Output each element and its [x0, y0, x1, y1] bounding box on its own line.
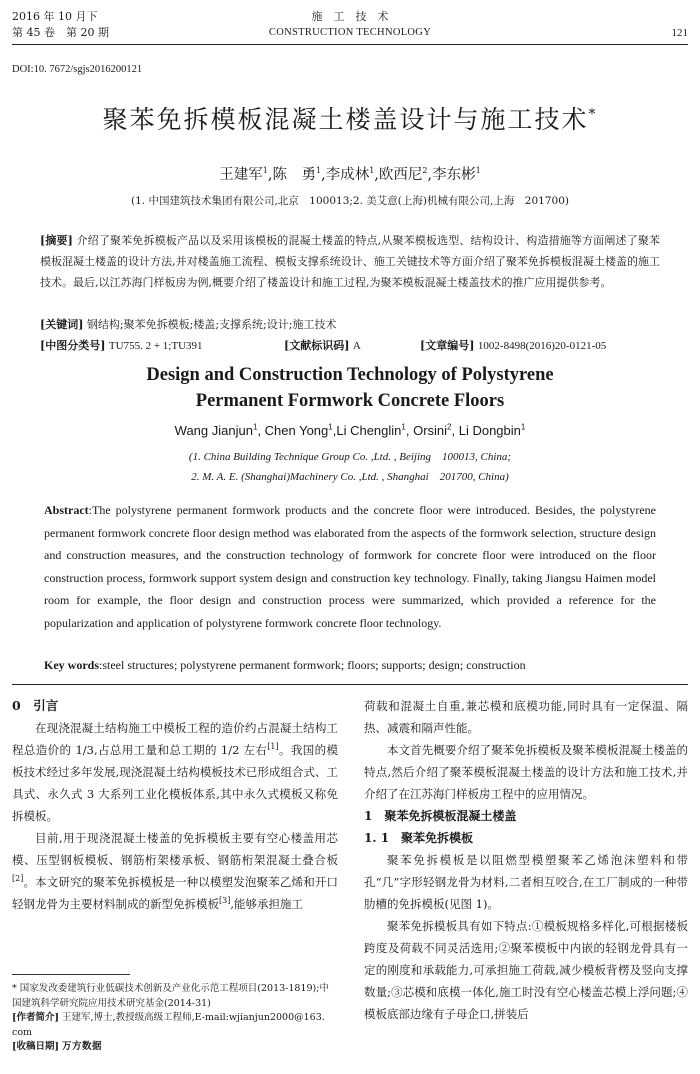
- footnote-rule: [12, 974, 130, 975]
- citation: [1]: [267, 742, 279, 752]
- title-en-line-2: Permanent Formwork Concrete Floors: [195, 391, 505, 411]
- citation: [3]: [219, 896, 231, 906]
- keywords-cn-label: [关键词]: [40, 318, 84, 331]
- affiliation-en-1: (1. China Building Technique Group Co. ,Ltd. , Beijing 100013, China;: [188, 451, 512, 463]
- keywords-cn: [40, 314, 660, 335]
- authors-en: [0, 423, 700, 438]
- author-en: Chen Yong$^1$,: [264, 422, 337, 438]
- author-cn: 陈 勇$^1$,: [272, 166, 326, 183]
- header-rule: [12, 44, 688, 45]
- author-cn: 李东彬$^1$: [432, 166, 481, 183]
- keywords-cn-text: 钢结构;聚苯免拆模板;楼盖;支撑系统;设计;施工技术: [86, 318, 337, 331]
- abstract-en: [44, 499, 656, 635]
- author-bio: [作者简介] 王建军,博士,教授级高级工程师,E-mail:wjianjun2000@163. com: [12, 1012, 325, 1038]
- fund-note: * 国家发改委建筑行业低碳技术创新及产业化示范工程项目(2013-1819);中国建筑科学研究院应用技术研究基金(2014-31): [12, 983, 329, 1009]
- header-volume: 第 45 卷 第 20 期: [12, 26, 109, 39]
- abstract-cn-text: 介绍了聚苯免拆模板产品以及采用该模板的混凝土楼盖的特点,从聚苯模板选型、结构设计、构造措施等方面阐述了聚苯模板混凝土楼盖的设计方法,并对楼盖施工流程、模板支撑系统设计、施工关键技术等方面介绍了聚苯免拆模板混凝土楼盖的施工技术。最后,以江苏海门样板房为例,概要介绍了楼盖设计和施工过程,为聚苯模板混凝土楼盖技术的推广应用提供参考。: [40, 234, 660, 289]
- author-cn: 王建军$^1$,: [219, 166, 273, 183]
- header-date: 2016 年 10 月下: [12, 10, 98, 23]
- formwork-paragraph-1: 聚苯免拆模板是以阻燃型模塑聚苯乙烯泡沫塑料和带孔“几”字形轻钢龙骨为材料,二者相互咬合,在工厂制成的一种带肋槽的免拆模板(见图 1)。: [364, 853, 688, 911]
- title-en-line-1: Design and Construction Technology of Polystyrene: [146, 365, 554, 385]
- author-en: Wang Jianjun$^1$,: [174, 422, 265, 438]
- doi: DOI:10. 7672/sgjs2016200121: [12, 64, 143, 75]
- abstract-divider: [12, 684, 688, 685]
- keywords-en: [44, 654, 656, 676]
- author-cn: 李成林$^1$,: [325, 166, 379, 183]
- keywords-en-label: Key words: [44, 658, 99, 672]
- author-en: Li Dongbin$^1$: [458, 422, 526, 438]
- title-en: [0, 362, 700, 414]
- footnotes: [12, 982, 338, 1055]
- authors-cn: [0, 163, 700, 184]
- right-column: [364, 695, 688, 1025]
- watermark-logo: 万方数据: [62, 1041, 103, 1052]
- affiliations-cn: (1. 中国建筑技术集团有限公司,北京 100013;2. 美艾意(上海)机械有限公司,上海 201700): [131, 195, 569, 207]
- title-cn-text: 聚苯免拆模板混凝土楼盖设计与施工技术: [102, 105, 589, 134]
- author-en: Orsini$^2$,: [413, 422, 459, 438]
- author-en: Li Chenglin$^1$,: [336, 422, 414, 438]
- affiliations-en: [0, 447, 700, 487]
- section-0-heading: 0 引言: [12, 698, 59, 713]
- clc-code: [中图分类号] TU755. 2 + 1;TU391: [40, 339, 203, 352]
- title-footnote-star: *: [588, 106, 598, 123]
- author-cn: 欧西尼$^2$,: [378, 166, 433, 183]
- header-journal-cn: 施 工 技 术: [311, 10, 389, 23]
- page-number: 121: [671, 27, 688, 39]
- intro-paragraph-3: 本文首先概要介绍了聚苯免拆模板及聚苯模板混凝土楼盖的特点,然后介绍了聚苯模板混凝土楼盖的设计方法和施工技术,并介绍了在江苏海门样板房工程中的应用情况。: [364, 743, 688, 801]
- abstract-en-text: :The polystyrene permanent formwork products and the concrete floor were introduced. Besides, the polystyrene permanent formwork concrete floor design method was elaborated from the aspects of the formwork selection, structure design and construction measures, and the construction technology of formwork for concrete floor were introduced on the floor construction process, formwork support system design and construction key technology. Finally, taking Jiangsu Haimen model room for example, the floor design and construction process were summarized, which provided a reference for the popularization and application of polystyrene formwork concrete floor technology.: [44, 503, 656, 630]
- section-1-heading: 1 聚苯免拆模板混凝土楼盖: [364, 809, 517, 823]
- abstract-cn-label: [摘要]: [40, 234, 73, 247]
- abstract-en-label: Abstract: [44, 503, 89, 517]
- left-column: [12, 695, 338, 915]
- continued-paragraph: 荷载和混凝土自重,兼芯模和底模功能,同时具有一定保温、隔热、减震和隔声性能。: [364, 699, 688, 735]
- keywords-en-text: :steel structures; polystyrene permanent formwork; floors; supports; design; construction: [99, 658, 526, 672]
- abstract-cn: [40, 230, 660, 293]
- citation: [2]: [12, 874, 24, 884]
- affiliation-en-2: 2. M. A. E. (Shanghai)Machinery Co. ,Ltd. , Shanghai 201700, China): [191, 471, 509, 483]
- header-journal-en: CONSTRUCTION TECHNOLOGY: [268, 27, 432, 38]
- intro-paragraph-2: 目前,用于现浇混凝土楼盖的免拆模板主要有空心楼盖用芯模、压型钢板模板、钢筋桁架楼承板、钢筋桁架混凝土叠合板[2]。本文研究的聚苯免拆模板是一种以模塑发泡聚苯乙烯和开口轻钢龙骨为主要材料制成的新型免拆模板[3],能够承担施工: [12, 831, 338, 911]
- received-date: [收稿日期] 万方数据: [12, 1041, 103, 1052]
- intro-paragraph-1: 在现浇混凝土结构施工中模板工程的造价约占混凝土结构工程总造价的 1/3,占总用工量和总工期的 1/2 左右[1]。我国的模板技术经过多年发展,现浇混凝土结构模板技术已形成组合式、工具式、永久式 3 大系列工业化模板体系,其中永久式模板又称免拆模板。: [12, 721, 339, 823]
- document-code: [文献标识码] A: [284, 339, 361, 352]
- section-1-1-heading: 1. 1 聚苯免拆模板: [364, 831, 474, 845]
- article-number: [文章编号] 1002-8498(2016)20-0121-05: [420, 339, 607, 352]
- formwork-paragraph-2: 聚苯免拆模板具有如下特点:①模板规格多样化,可根据楼板跨度及荷载不同灵活选用;②聚苯模板中内嵌的轻钢龙骨具有一定的刚度和承载能力,可承担施工荷载,减少模板背楞及竖向支撑数量;③芯模和底模一体化,施工时没有空心楼盖芯模上浮问题;④模板底部边缘有子母企口,拼装后: [364, 919, 688, 1021]
- title-cn: [0, 100, 700, 136]
